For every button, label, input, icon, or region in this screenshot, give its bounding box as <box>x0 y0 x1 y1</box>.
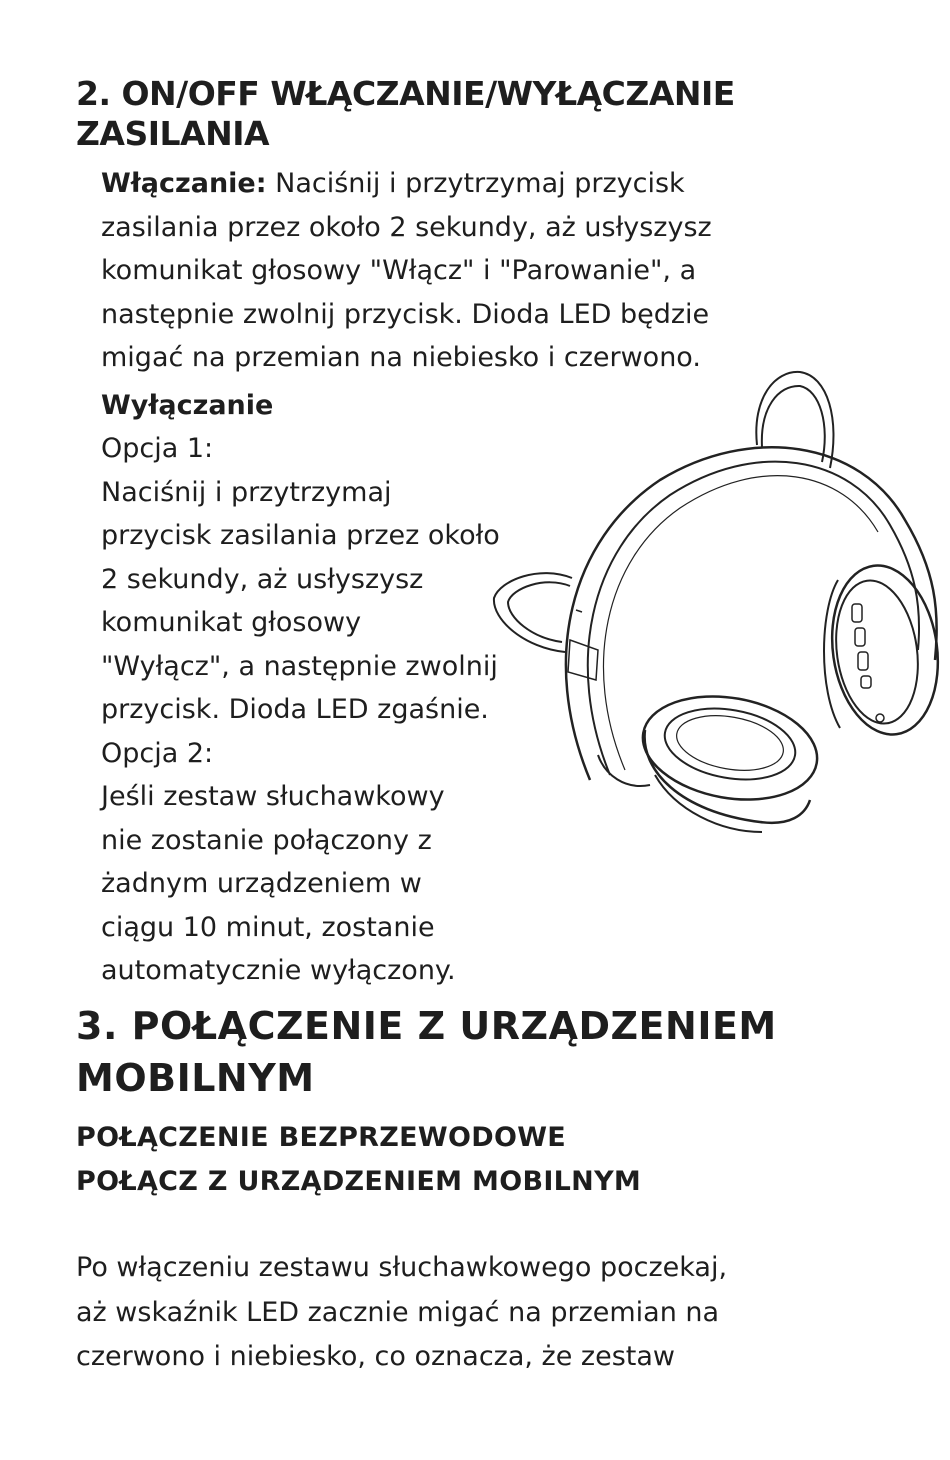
power-on-paragraph <box>101 162 712 380</box>
text-line: nie zostanie połączony z <box>101 824 432 856</box>
section-3-title <box>76 1000 777 1104</box>
subtitle-line: POŁĄCZ Z URZĄDZENIEM MOBILNYM <box>76 1166 642 1197</box>
text-line: zasilania przez około 2 sekundy, aż usłyszysz <box>101 211 712 243</box>
text-line: "Wyłącz", a następnie zwolnij <box>101 650 498 682</box>
text-line: przycisk. Dioda LED zgaśnie. <box>101 694 489 725</box>
text-line: automatycznie wyłączony. <box>101 955 456 986</box>
connection-paragraph <box>76 1246 727 1380</box>
text-line: Po włączeniu zestawu słuchawkowego poczekaj, <box>76 1252 728 1283</box>
text-line: Opcja 1: <box>101 433 214 464</box>
text-line: aż wskaźnik LED zacznie migać na przemian na <box>76 1296 720 1328</box>
title-line: 2. ON/OFF WŁĄCZANIE/WYŁĄCZANIE <box>76 74 735 113</box>
text-line: ciągu 10 minut, zostanie <box>101 911 435 943</box>
text-line: przycisk zasilania przez około <box>101 520 500 551</box>
power-off-heading: Wyłączanie <box>101 390 274 421</box>
text-line: migać na przemian na niebiesko i czerwono. <box>101 342 701 373</box>
text-line: następnie zwolnij przycisk. Dioda LED będzie <box>101 298 710 330</box>
subtitle-line: POŁĄCZENIE BEZPRZEWODOWE <box>76 1122 567 1153</box>
headphones-icon <box>480 368 950 838</box>
section-2-title <box>76 74 735 154</box>
text-line: żadnym urządzeniem w <box>101 868 422 899</box>
text-line: Naciśnij i przytrzymaj <box>101 476 392 508</box>
power-off-paragraph <box>101 427 500 993</box>
section-3-subtitle <box>76 1116 641 1204</box>
power-on-label: Włączanie: <box>101 168 267 199</box>
text-line: Opcja 2: <box>101 737 214 769</box>
text-line: 2 sekundy, aż usłyszysz <box>101 563 424 595</box>
power-on-text: Naciśnij i przytrzymaj przycisk <box>266 168 685 199</box>
title-line: ZASILANIA <box>76 114 270 153</box>
text-line: czerwono i niebiesko, co oznacza, że zestaw <box>76 1341 675 1372</box>
text-line: komunikat głosowy <box>101 607 362 638</box>
title-line: 3. POŁĄCZENIE Z URZĄDZENIEM <box>76 1004 777 1048</box>
power-on-first-line <box>101 162 712 206</box>
title-line: MOBILNYM <box>76 1056 315 1100</box>
text-line: Jeśli zestaw słuchawkowy <box>101 781 445 812</box>
text-line: komunikat głosowy "Włącz" i "Parowanie", a <box>101 255 697 286</box>
